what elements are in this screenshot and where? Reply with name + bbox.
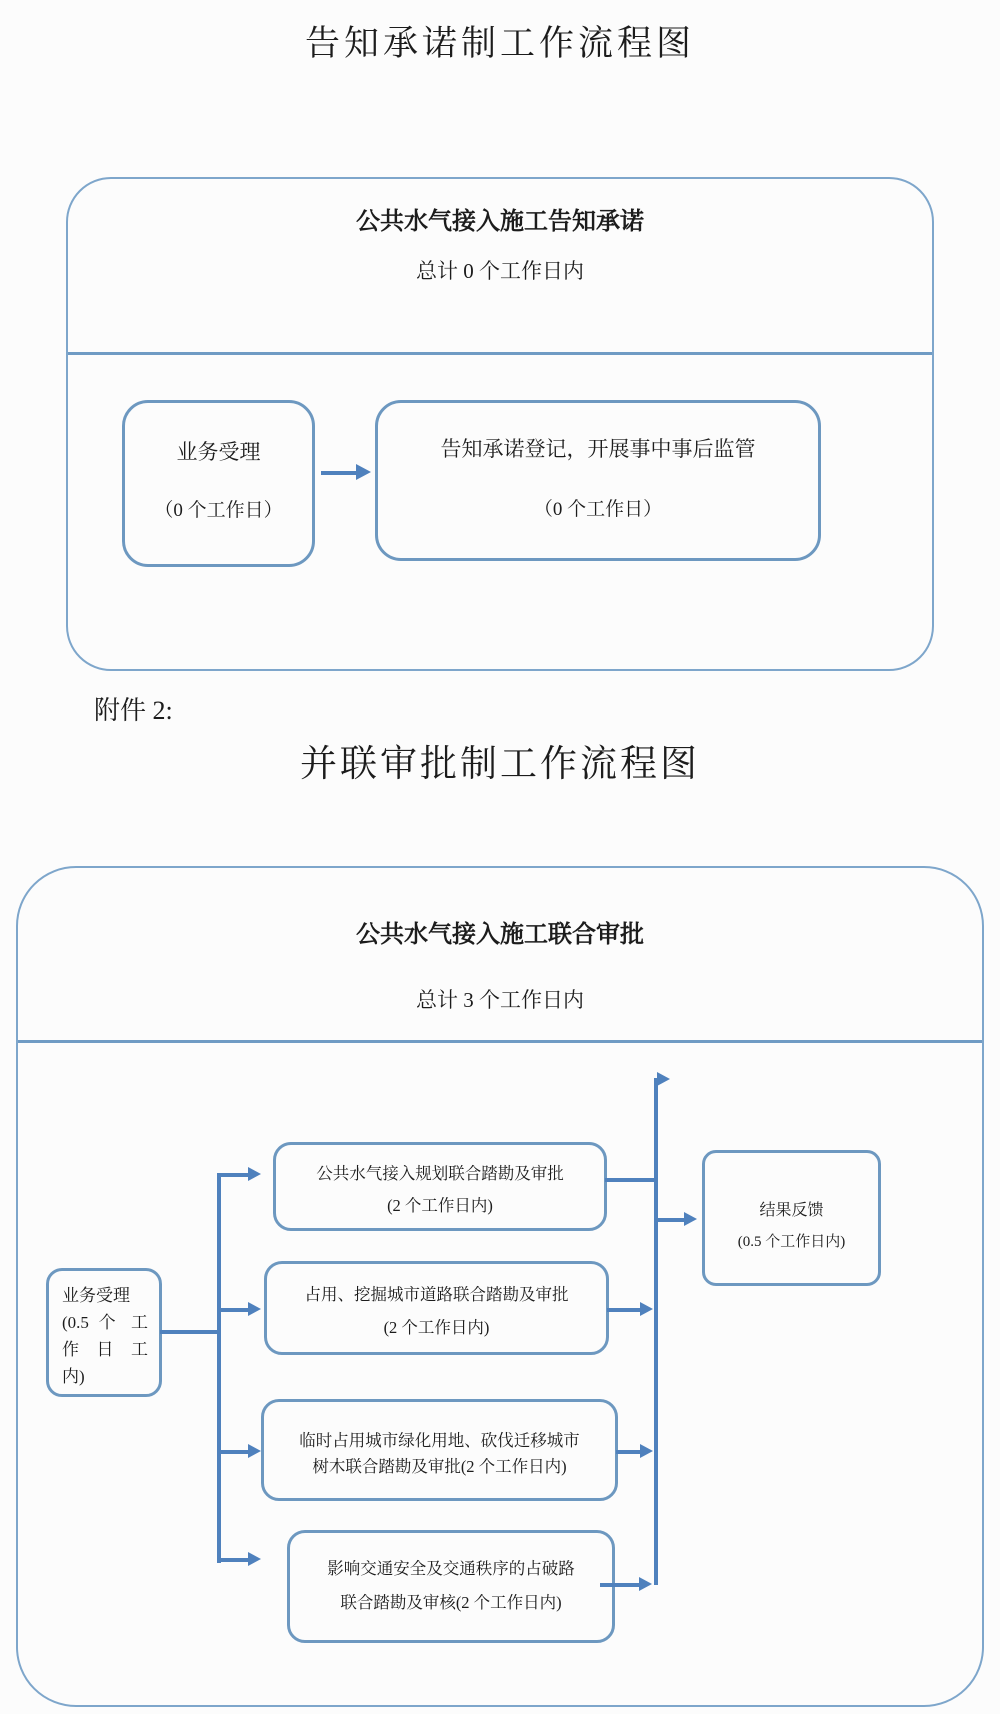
connector-line (321, 471, 358, 475)
node-duration: (2 个工作日内) (383, 1318, 490, 1337)
node-duration-line: 作 日 工 (62, 1340, 148, 1359)
node-label: 业务受理 (62, 1286, 130, 1305)
node-commit-register (375, 400, 821, 561)
arrow-right-icon (640, 1302, 653, 1316)
node-label: 告知承诺登记，开展事中事后监管 (440, 437, 756, 461)
connector-line (219, 1450, 249, 1454)
connector-line (607, 1308, 641, 1312)
connector-line (160, 1330, 220, 1334)
connector-line (605, 1178, 656, 1182)
arrow-right-icon (248, 1302, 261, 1316)
node-duration-line: 内) (62, 1367, 85, 1386)
node-business-accept-1 (122, 400, 315, 567)
node-result-feedback (702, 1150, 881, 1286)
attachment-label: 附件 2: (94, 696, 173, 725)
node-parallel-green (261, 1399, 618, 1501)
arrow-right-icon (640, 1444, 653, 1458)
flowchart2-divider (18, 1040, 982, 1043)
flowchart1-total: 总计 0 个工作日内 (416, 259, 584, 283)
arrow-right-icon (248, 1552, 261, 1566)
flowchart1-header: 公共水气接入施工告知承诺 (356, 209, 644, 235)
collector-line (654, 1078, 658, 1585)
node-duration-line: (0.5 个 工 (62, 1313, 148, 1332)
node-label: 占用、挖掘城市道路联合踏勘及审批 (304, 1285, 569, 1304)
arrow-right-icon (248, 1167, 261, 1181)
arrow-right-icon (356, 464, 371, 480)
connector-line (219, 1173, 249, 1177)
node-duration: (0.5 个工作日内) (737, 1234, 846, 1250)
node-duration: (2 个工作日内) (387, 1196, 493, 1215)
flowchart2-header: 公共水气接入施工联合审批 (356, 922, 644, 948)
node-label-line2: 联合踏勘及审核(2 个工作日内) (340, 1593, 562, 1612)
page-title-top: 告知承诺制工作流程图 (304, 24, 695, 63)
connector-line (657, 1218, 685, 1222)
node-label: 公共水气接入规划联合踏勘及审批 (316, 1164, 564, 1183)
node-label: 临时占用城市绿化用地、砍伐迁移城市 (299, 1431, 580, 1450)
node-parallel-planning (273, 1142, 607, 1231)
flowchart2-total: 总计 3 个工作日内 (416, 988, 584, 1012)
arrow-right-icon (657, 1072, 670, 1086)
node-label: 结果反馈 (759, 1202, 824, 1219)
connector-line (219, 1308, 249, 1312)
node-parallel-traffic (287, 1530, 615, 1643)
page-title-bottom: 并联审批制工作流程图 (300, 744, 700, 785)
node-duration: （0 个工作日） (533, 499, 663, 520)
arrow-right-icon (684, 1212, 697, 1226)
connector-line (219, 1558, 249, 1562)
arrow-right-icon (639, 1577, 652, 1591)
node-parallel-road (264, 1261, 609, 1355)
connector-line (616, 1450, 641, 1454)
node-label-line2: 树木联合踏勘及审批(2 个工作日内) (312, 1457, 567, 1476)
node-duration: （0 个工作日） (154, 500, 283, 521)
node-label: 业务受理 (176, 440, 261, 464)
arrow-right-icon (248, 1444, 261, 1458)
distributor-line (217, 1173, 221, 1563)
connector-line (600, 1583, 640, 1587)
flowchart1-divider (68, 352, 932, 355)
node-label: 影响交通安全及交通秩序的占破路 (327, 1559, 575, 1578)
node-business-accept-2 (46, 1268, 162, 1397)
